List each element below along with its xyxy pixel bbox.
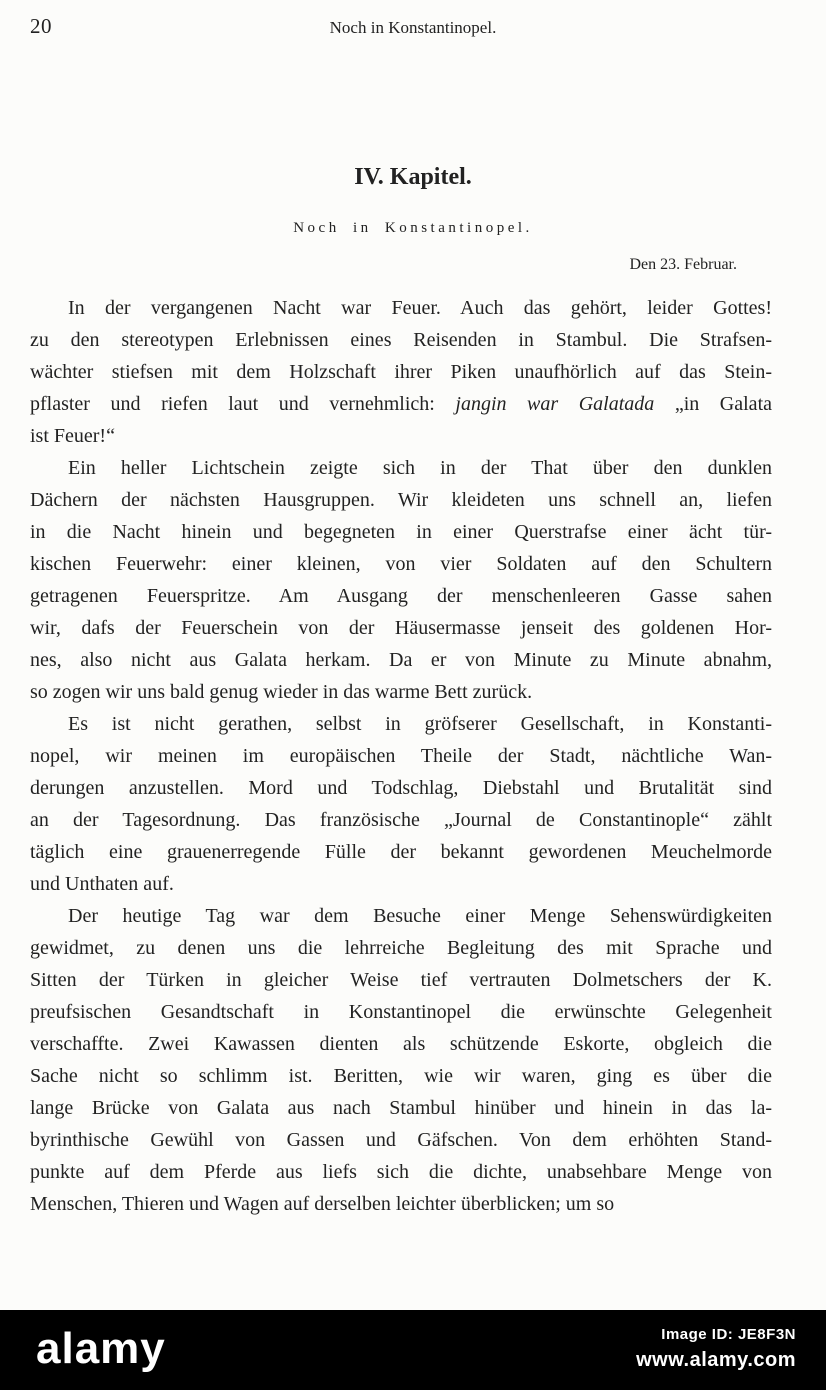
dateline: Den 23. Februar. [629,256,737,273]
chapter-title: IV. Kapitel. [354,164,472,190]
body-line: Sache nicht so schlimm ist. Beritten, wie wir waren, ging es über die [30,1065,772,1087]
body-line: punkte auf dem Pferde aus liefs sich die dichte, unabsehbare Menge von [30,1161,772,1183]
body-line: pflaster und riefen laut und vernehmlich: jangin war Galatada „in Galata [30,393,772,415]
body-text [30,292,772,1220]
body-line: Es ist nicht gerathen, selbst in gröfserer Gesellschaft, in Konstanti- [68,713,772,735]
body-paragraph [30,292,772,452]
body-paragraph [30,900,772,1220]
image-id: Image ID: JE8F3N [661,1326,796,1343]
body-line: kischen Feuerwehr: einer kleinen, von vier Soldaten auf den Schultern [30,553,772,575]
page-number: 20 [30,14,52,38]
body-line: byrinthische Gewühl von Gassen und Gäfschen. Von dem erhöhten Stand- [30,1129,772,1151]
body-line: Menschen, Thieren und Wagen auf derselben leichter überblicken; um so [30,1193,615,1215]
body-line: so zogen wir uns bald genug wieder in das warme Bett zurück. [30,681,533,703]
body-line: täglich eine grauenerregende Fülle der bekannt gewordenen Meuchelmorde [30,841,772,863]
body-line: Dächern der nächsten Hausgruppen. Wir kleideten uns schnell an, liefen [30,489,772,511]
body-line: In der vergangenen Nacht war Feuer. Auch das gehört, leider Gottes! [68,297,772,319]
alamy-logo: alamy [36,1324,166,1373]
watermark-info [636,1326,796,1372]
body-line: und Unthaten auf. [30,873,174,895]
body-line: preufsischen Gesandtschaft in Konstantinopel die erwünschte Gelegenheit [30,1001,772,1023]
body-line: Sitten der Türken in gleicher Weise tief vertrauten Dolmetschers der K. [30,969,772,991]
body-paragraph [30,708,772,900]
body-line: derungen anzustellen. Mord und Todschlag, Diebstahl und Brutalität sind [30,777,772,799]
body-line: gewidmet, zu denen uns die lehrreiche Begleitung des mit Sprache und [30,937,772,959]
body-line: zu den stereotypen Erlebnissen eines Reisenden in Stambul. Die Strafsen- [30,329,772,351]
body-line: Ein heller Lichtschein zeigte sich in der That über den dunklen [68,457,772,479]
body-line: wir, dafs der Feuerschein von der Häusermasse jenseit des goldenen Hor- [30,617,772,639]
body-paragraph [30,452,772,708]
body-line: nes, also nicht aus Galata herkam. Da er von Minute zu Minute abnahm, [30,649,772,671]
body-line: lange Brücke von Galata aus nach Stambul hinüber und hinein in das la- [30,1097,772,1119]
page-header [0,0,826,44]
body-line: ist Feuer!“ [30,425,115,447]
chapter-subtitle: Noch in Konstantinopel. [293,220,533,236]
chapter-heading-block [0,162,826,238]
body-line: Der heutige Tag war dem Besuche einer Menge Sehenswürdigkeiten [68,905,772,927]
running-header: Noch in Konstantinopel. [329,18,497,37]
watermark-bar [0,1310,826,1390]
alamy-url: www.alamy.com [636,1349,796,1371]
body-line: verschaffte. Zwei Kawassen dienten als schützende Eskorte, obgleich die [30,1033,772,1055]
body-line: an der Tagesordnung. Das französische „Journal de Constantinople“ zählt [30,809,772,831]
body-line: in die Nacht hinein und begegneten in einer Querstrafse einer ächt tür- [30,521,772,543]
body-line: getragenen Feuerspritze. Am Ausgang der menschenleeren Gasse sahen [30,585,772,607]
body-line: wächter stiefsen mit dem Holzschaft ihrer Piken unaufhörlich auf das Stein- [30,361,772,383]
body-line: nopel, wir meinen im europäischen Theile der Stadt, nächtliche Wan- [30,745,772,767]
